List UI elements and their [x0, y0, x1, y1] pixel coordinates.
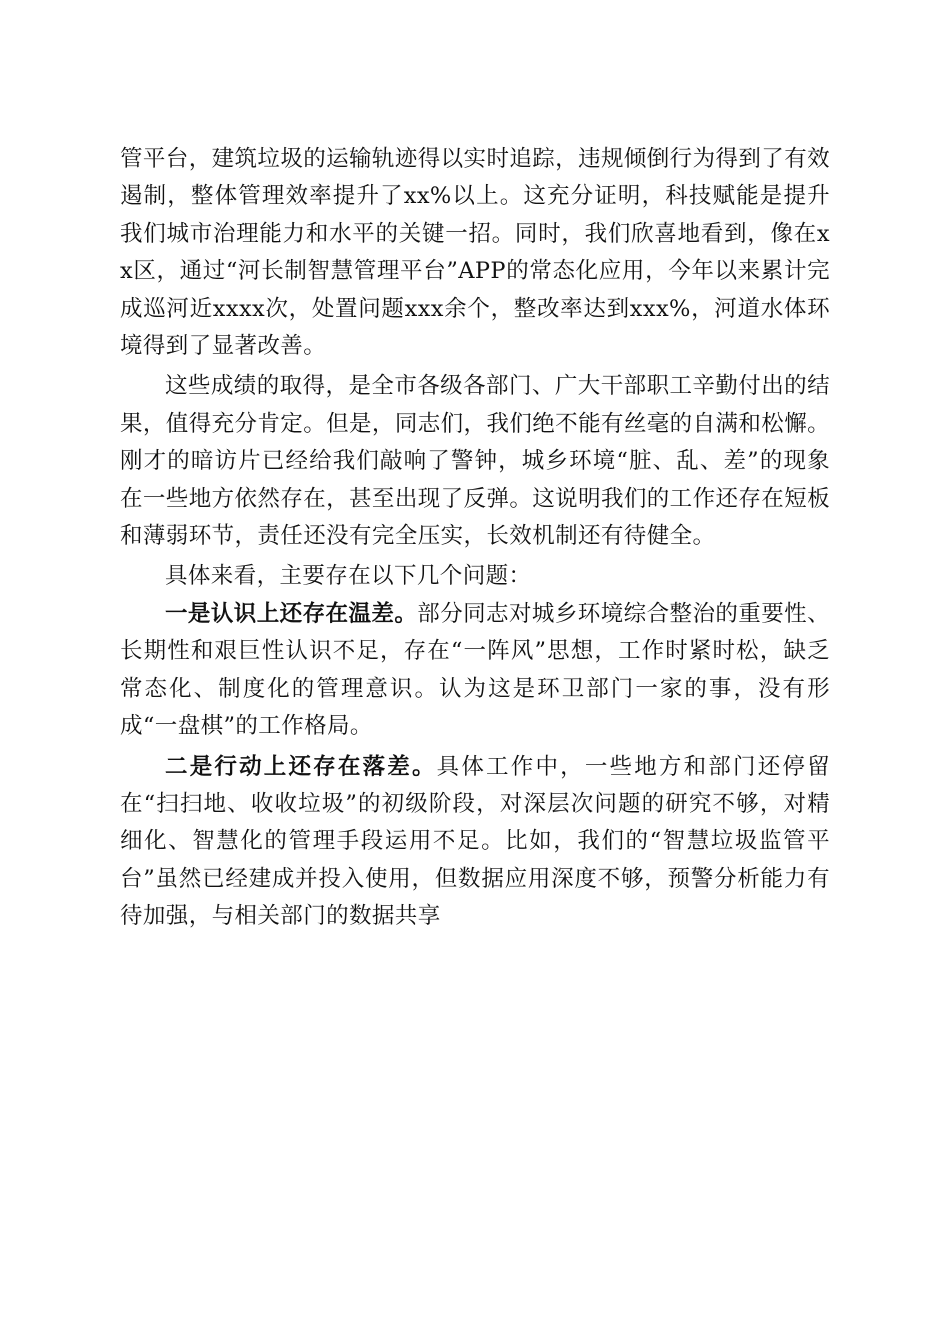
paragraph-text: 管平台，建筑垃圾的运输轨迹得以实时追踪，违规倾倒行为得到了有效遏制，整体管理效率提升了xx%以上。这充分证明，科技赋能是提升我们城市治理能力和水平的关键一招。同时，我们欣喜地看到，像在xx区，通过“河长制智慧管理平台”APP的常态化应用，今年以来累计完成巡河近xxxx次，处置问题xxx余个，整改率达到xxx%，河道水体环境得到了显著改善。: [120, 146, 830, 360]
document-page: [120, 141, 830, 936]
paragraph-achievements-warning: [120, 368, 830, 555]
paragraph-lead-heading: 二是行动上还存在落差。: [165, 753, 437, 780]
paragraph-problem-awareness: [120, 596, 830, 746]
paragraph-text: 具体来看，主要存在以下几个问题：: [165, 563, 532, 590]
paragraph-text: 具体工作中，一些地方和部门还停留在“扫扫地、收收垃圾”的初级阶段，对深层次问题的研究不够，对精细化、智慧化的管理手段运用不足。比如，我们的“智慧垃圾监管平台”虽然已经建成并投入使用，但数据应用深度不够，预警分析能力有待加强，与相关部门的数据共享: [120, 753, 830, 930]
paragraph-text: 这些成绩的取得，是全市各级各部门、广大干部职工辛勤付出的结果，值得充分肯定。但是，同志们，我们绝不能有丝毫的自满和松懈。刚才的暗访片已经给我们敲响了警钟，城乡环境“脏、乱、差”的现象在一些地方依然存在，甚至出现了反弹。这说明我们的工作还存在短板和薄弱环节，责任还没有完全压实，长效机制还有待健全。: [120, 373, 830, 550]
paragraph-problem-action: [120, 749, 830, 936]
paragraph-tech-empowerment: [120, 141, 830, 365]
paragraph-problems-intro: [120, 558, 830, 595]
paragraph-text: 部分同志对城乡环境综合整治的重要性、长期性和艰巨性认识不足，存在“一阵风”思想，工作时紧时松，缺乏常态化、制度化的管理意识。认为这是环卫部门一家的事，没有形成“一盘棋”的工作格局。: [120, 600, 831, 740]
paragraph-lead-heading: 一是认识上还存在温差。: [165, 600, 418, 627]
